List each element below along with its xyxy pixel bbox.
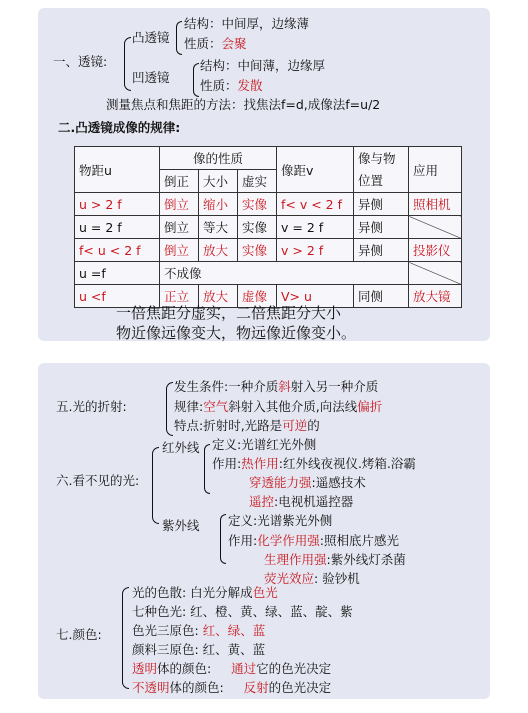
cell-orientation: 正立 — [160, 285, 199, 308]
cell-u: f< u < 2 f — [75, 239, 160, 262]
summary-line-1: 一倍焦距分虚实，二倍焦距分大小 — [116, 304, 342, 322]
pigment-primary-colors: 颜料三原色: 红、黄、蓝 — [132, 642, 266, 657]
opaque-d: 的色光决定 — [268, 680, 332, 695]
cell-type: 实像 — [238, 239, 277, 262]
cell-u: u <f — [75, 285, 160, 308]
cell-u: u =f — [75, 262, 160, 285]
convex-nature-value: 会聚 — [221, 36, 247, 51]
ultraviolet-label: 紫外线 — [162, 518, 200, 533]
summary-line-2: 物近像远像变大，物远像近像变小。 — [116, 324, 357, 342]
refraction-rule-c: 斜射入其他介质,向法线 — [228, 399, 358, 414]
header-position-line1: 像与物 — [358, 150, 396, 166]
refraction-feature — [174, 418, 320, 434]
ultraviolet-biological-b: :紫外线灯杀菌 — [326, 552, 406, 567]
invisible-light-brace — [152, 447, 159, 524]
cell-v: f< v < 2 f — [277, 193, 354, 216]
seven-colors: 七种色光: 红、橙、黄、绿、蓝、靛、紫 — [132, 604, 353, 619]
convex-nature-prefix: 性质： — [184, 36, 222, 51]
convex-structure: 结构：中间厚，边缘薄 — [184, 16, 310, 31]
cell-type: 虚像 — [238, 285, 277, 308]
infrared-remote — [249, 494, 353, 510]
cell-side: 异侧 — [354, 193, 409, 216]
table-row — [75, 216, 462, 239]
header-position-line2: 位置 — [358, 172, 384, 188]
infrared-remote-b: :电视机遥控器 — [274, 494, 354, 509]
ultraviolet-use-a: 作用: — [228, 533, 258, 548]
color-dispersion — [132, 585, 278, 601]
refraction-rule — [174, 399, 382, 415]
color-dispersion-b: 色光 — [252, 585, 278, 600]
ultraviolet-fluorescence — [264, 571, 360, 587]
header-real-virtual: 虚实 — [238, 170, 277, 193]
convex-nature — [184, 36, 247, 52]
imaging-rules-table — [74, 146, 462, 308]
infrared-use — [212, 456, 416, 472]
infrared-use-c: :红外线夜视仪.烤箱.浴霸 — [278, 456, 416, 471]
cell-size: 放大 — [199, 285, 238, 308]
infrared-penetration-b: :遥感技术 — [311, 475, 366, 490]
cell-no-image: 不成像 — [160, 262, 409, 285]
cell-application: 放大镜 — [409, 285, 462, 308]
cell-v: v = 2 f — [277, 216, 354, 239]
concave-nature — [200, 78, 263, 94]
cell-orientation: 倒立 — [160, 216, 199, 239]
opaque-object-color — [132, 680, 331, 696]
header-application: 应用 — [409, 147, 462, 193]
lens-heading: 一、透镜: — [53, 54, 108, 69]
cell-application-empty — [409, 262, 462, 285]
infrared-penetration-a: 穿透能力强 — [249, 475, 312, 490]
color-brace — [122, 587, 129, 689]
table-row — [75, 262, 462, 285]
cell-side: 同侧 — [354, 285, 409, 308]
color-heading: 七.颜色: — [56, 627, 102, 642]
opaque-c: 反射 — [243, 680, 269, 695]
refraction-rule-d: 偏折 — [357, 399, 383, 414]
header-upright: 倒正 — [160, 170, 199, 193]
transparent-c: 通过 — [231, 661, 257, 676]
refraction-feature-c: 的 — [307, 418, 320, 433]
infrared-remote-a: 遥控 — [249, 494, 275, 509]
refraction-condition-c: 射入另一种介质 — [290, 379, 379, 394]
lens-brace — [124, 37, 131, 91]
concave-lens-label: 凹透镜 — [132, 70, 170, 85]
header-image-distance: 像距v — [277, 147, 354, 193]
ultraviolet-biological-a: 生理作用强 — [264, 552, 327, 567]
table-row — [75, 193, 462, 216]
cell-application-empty — [409, 216, 462, 239]
cell-size: 放大 — [199, 239, 238, 262]
concave-brace — [193, 63, 199, 97]
focal-method: 测量焦点和焦距的方法：找焦法f=d,成像法f=u/2 — [106, 97, 381, 112]
light-refraction-color-panel — [38, 363, 490, 699]
ultraviolet-biological — [264, 552, 406, 568]
cell-application: 投影仪 — [409, 239, 462, 262]
infrared-brace — [204, 444, 210, 494]
cell-side: 异侧 — [354, 216, 409, 239]
invisible-light-heading: 六.看不见的光: — [56, 473, 140, 488]
imaging-heading: 二.凸透镜成像的规律: — [58, 120, 181, 135]
opaque-a: 不透明 — [132, 680, 170, 695]
convex-brace — [176, 21, 182, 55]
header-object-distance: 物距u — [75, 147, 160, 193]
concave-nature-prefix: 性质： — [200, 78, 238, 93]
refraction-rule-b: 空气 — [203, 399, 229, 414]
infrared-use-a: 作用: — [212, 456, 242, 471]
refraction-heading: 五.光的折射: — [56, 399, 127, 414]
infrared-use-b: 热作用 — [241, 456, 279, 471]
refraction-feature-b: 可逆 — [282, 418, 308, 433]
table-header-row — [75, 147, 462, 170]
light-primary-a: 色光三原色: — [132, 623, 203, 638]
cell-v: v > 2 f — [277, 239, 354, 262]
convex-lens-label: 凸透镜 — [132, 30, 170, 45]
ultraviolet-use-c: :照相底片感光 — [319, 533, 399, 548]
header-size: 大小 — [199, 170, 238, 193]
lens-imaging-panel — [38, 8, 490, 341]
ultraviolet-definition: 定义:光谱紫光外侧 — [228, 513, 333, 528]
cell-application: 照相机 — [409, 193, 462, 216]
refraction-brace — [166, 382, 173, 436]
cell-size: 缩小 — [199, 193, 238, 216]
cell-v: V> u — [277, 285, 354, 308]
cell-orientation: 倒立 — [160, 239, 199, 262]
ultraviolet-brace — [220, 514, 226, 564]
cell-type: 实像 — [238, 216, 277, 239]
ultraviolet-use — [228, 533, 399, 549]
opaque-b: 体的颜色: — [169, 680, 244, 695]
concave-structure: 结构：中间薄，边缘厚 — [200, 58, 326, 73]
refraction-rule-a: 规律: — [174, 399, 204, 414]
concave-nature-value: 发散 — [237, 78, 263, 93]
refraction-condition-b: 斜 — [278, 379, 291, 394]
ultraviolet-use-b: 化学作用强 — [257, 533, 320, 548]
ultraviolet-fluorescence-b: : 验钞机 — [314, 571, 360, 586]
cell-side: 异侧 — [354, 239, 409, 262]
light-primary-b: 红、绿、蓝 — [202, 623, 266, 638]
transparent-object-color — [132, 661, 331, 677]
transparent-b: 体的颜色: — [157, 661, 232, 676]
cell-u: u > 2 f — [75, 193, 160, 216]
refraction-feature-a: 特点:折射时,光路是 — [174, 418, 283, 433]
transparent-a: 透明 — [132, 661, 158, 676]
infrared-penetration — [249, 475, 366, 491]
refraction-condition — [174, 379, 378, 395]
ultraviolet-fluorescence-a: 荧光效应 — [264, 571, 315, 586]
table-row — [75, 239, 462, 262]
header-image-nature: 像的性质 — [160, 147, 277, 170]
transparent-d: 它的色光决定 — [256, 661, 332, 676]
light-primary-colors — [132, 623, 265, 639]
infrared-label: 红外线 — [162, 440, 200, 455]
header-position — [354, 147, 409, 193]
cell-type: 实像 — [238, 193, 277, 216]
color-dispersion-a: 光的色散: 白光分解成 — [132, 585, 253, 600]
cell-size: 等大 — [199, 216, 238, 239]
cell-orientation: 倒立 — [160, 193, 199, 216]
infrared-definition: 定义:光谱红光外侧 — [212, 437, 317, 452]
refraction-condition-a: 发生条件:一种介质 — [174, 379, 279, 394]
cell-u: u = 2 f — [75, 216, 160, 239]
